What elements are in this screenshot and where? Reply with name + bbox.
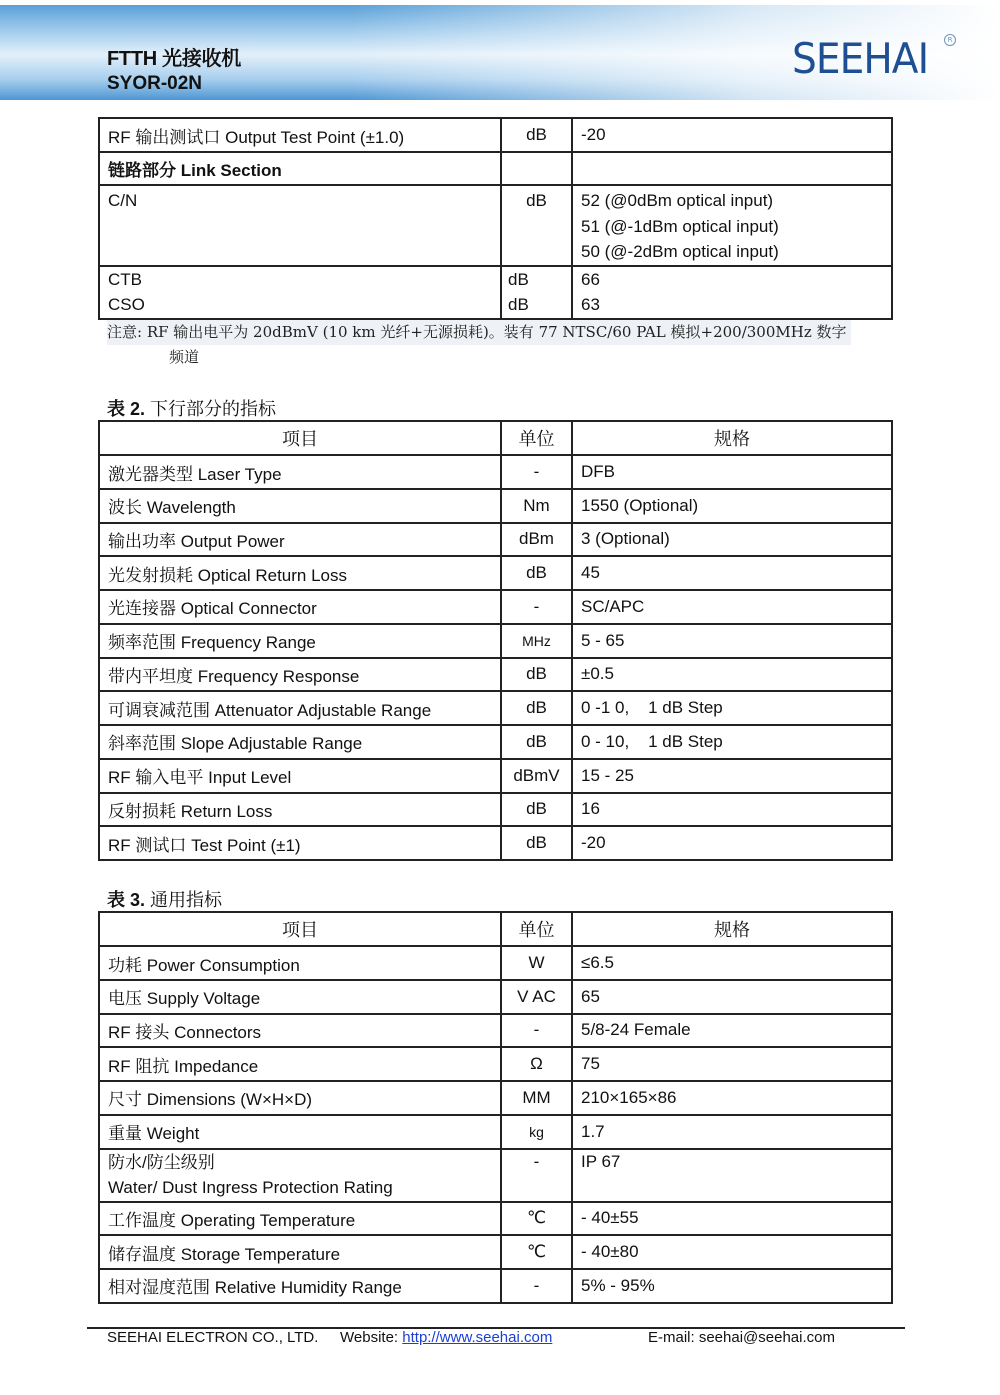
spec-cell: -20 [572, 826, 892, 860]
header-spec: 规格 [572, 912, 892, 946]
seehai-logo: SEEHAI [792, 34, 929, 83]
footer-company: SEEHAI ELECTRON CO., LTD. [107, 1329, 319, 1346]
spec-table-continued [98, 117, 893, 320]
table-row [99, 946, 892, 980]
section-title: 链路部分 Link Section [99, 152, 501, 185]
unit-cell: ℃ [501, 1202, 572, 1236]
caption-text: 通用指标 [150, 890, 223, 910]
item-cell: 尺寸 Dimensions (W×H×D) [99, 1081, 501, 1115]
table-header-row [99, 912, 892, 946]
item-cell: 激光器类型 Laser Type [99, 455, 501, 489]
spec-cell [572, 185, 892, 266]
unit-cell [501, 185, 572, 266]
unit-cell: dB [501, 556, 572, 590]
caption-text: 下行部分的指标 [150, 399, 277, 419]
caption-number: 表 2. [107, 399, 146, 419]
table-row [99, 658, 892, 692]
table-row [99, 489, 892, 523]
spec-cell: 5 - 65 [572, 624, 892, 658]
spec-cell [572, 152, 892, 185]
spec-cell: 1550 (Optional) [572, 489, 892, 523]
header-item: 项目 [99, 421, 501, 455]
spec-cell: 1.7 [572, 1115, 892, 1149]
item-cell: 工作温度 Operating Temperature [99, 1202, 501, 1236]
note-line: 注意: RF 输出电平为 20dBmV (10 km 光纤+无源损耗)。装有 77 NTSC/60 PAL 模拟+200/300MHz 数字 [107, 320, 851, 345]
table-row [99, 759, 892, 793]
item-cell: RF 测试口 Test Point (±1) [99, 826, 501, 860]
unit-cell: dBmV [501, 759, 572, 793]
spec-cell: 45 [572, 556, 892, 590]
registered-mark-icon: R [944, 34, 956, 46]
table-row [99, 793, 892, 827]
table-row [99, 826, 892, 860]
spec-cell: 75 [572, 1047, 892, 1081]
spec-cell: 5/8-24 Female [572, 1014, 892, 1048]
spec-cell: SC/APC [572, 590, 892, 624]
unit-cell: Nm [501, 489, 572, 523]
item-cell: RF 输入电平 Input Level [99, 759, 501, 793]
spec-cell: ≤6.5 [572, 946, 892, 980]
table-row [99, 1269, 892, 1303]
item-cell: 反射损耗 Return Loss [99, 793, 501, 827]
item-cell: 带内平坦度 Frequency Response [99, 658, 501, 692]
item-line: Water/ Dust Ingress Protection Rating [108, 1178, 393, 1197]
page-header-banner [0, 5, 1000, 100]
item-cell: 频率范围 Frequency Range [99, 624, 501, 658]
spec-cell: IP 67 [572, 1149, 892, 1202]
item-cell [99, 185, 501, 266]
item-text: CTB [108, 269, 142, 289]
spec-cell: - 40±80 [572, 1235, 892, 1269]
product-title: FTTH 光接收机 [107, 48, 241, 70]
unit-cell: kg [501, 1115, 572, 1149]
item-cell [99, 266, 501, 319]
unit-text: dB [526, 191, 547, 210]
item-cell: 储存温度 Storage Temperature [99, 1235, 501, 1269]
general-spec-table [98, 911, 893, 1304]
unit-cell: - [501, 590, 572, 624]
item-text: C/N [108, 191, 138, 210]
unit-cell: dB [501, 793, 572, 827]
table-row [99, 590, 892, 624]
unit-cell: MHz [501, 624, 572, 658]
note-paragraph [107, 320, 897, 370]
item-cell: 光连接器 Optical Connector [99, 590, 501, 624]
unit-cell: - [501, 1269, 572, 1303]
unit-cell: - [501, 1149, 572, 1202]
item-cell: RF 接头 Connectors [99, 1014, 501, 1048]
item-cell: 相对湿度范围 Relative Humidity Range [99, 1269, 501, 1303]
item-line: 防水/防尘级别 [108, 1152, 215, 1172]
unit-cell: Ω [501, 1047, 572, 1081]
spec-cell: 0 - 10, 1 dB Step [572, 725, 892, 759]
unit-cell: dB [501, 118, 572, 152]
section-row [99, 152, 892, 185]
product-model: SYOR-02N [107, 73, 203, 94]
item-cell: 斜率范围 Slope Adjustable Range [99, 725, 501, 759]
downstream-spec-table [98, 420, 893, 861]
table-row [99, 1014, 892, 1048]
spec-cell: 210×165×86 [572, 1081, 892, 1115]
spec-text: 66 [581, 269, 600, 289]
spec-line: 50 (@-2dBm optical input) [581, 242, 779, 261]
table-row [99, 691, 892, 725]
table-header-row [99, 421, 892, 455]
table-row [99, 1149, 892, 1202]
item-cell: 波长 Wavelength [99, 489, 501, 523]
website-link[interactable]: http://www.seehai.com [402, 1329, 553, 1346]
table-row [99, 1047, 892, 1081]
unit-cell: dB [501, 658, 572, 692]
unit-text: dB [508, 295, 529, 314]
table2-caption [107, 395, 276, 421]
table3-caption [107, 886, 222, 912]
spec-cell: ±0.5 [572, 658, 892, 692]
table-row [99, 1202, 892, 1236]
spec-cell: -20 [572, 118, 892, 152]
table-row [99, 1081, 892, 1115]
spec-cell: DFB [572, 455, 892, 489]
table-row [99, 725, 892, 759]
item-cell: RF 阻抗 Impedance [99, 1047, 501, 1081]
spec-cell: 15 - 25 [572, 759, 892, 793]
table-row [99, 1115, 892, 1149]
note-line: 频道 [169, 348, 200, 366]
unit-cell: dB [501, 725, 572, 759]
spec-cell: 5% - 95% [572, 1269, 892, 1303]
table-row [99, 185, 892, 266]
header-item: 项目 [99, 912, 501, 946]
table-row [99, 624, 892, 658]
spec-text: 63 [581, 295, 600, 314]
item-cell: 重量 Weight [99, 1115, 501, 1149]
spec-line: 52 (@0dBm optical input) [581, 191, 774, 210]
spec-cell: 65 [572, 980, 892, 1014]
unit-cell: W [501, 946, 572, 980]
unit-cell: dB [501, 691, 572, 725]
header-unit: 单位 [501, 912, 572, 946]
item-cell: 光发射损耗 Optical Return Loss [99, 556, 501, 590]
table-row [99, 455, 892, 489]
table-row [99, 523, 892, 557]
spec-cell [572, 266, 892, 319]
website-label: Website: [340, 1329, 399, 1346]
table-row [99, 980, 892, 1014]
header-spec: 规格 [572, 421, 892, 455]
table-row [99, 118, 892, 152]
unit-cell: dB [501, 826, 572, 860]
unit-cell: MM [501, 1081, 572, 1115]
unit-cell: - [501, 1014, 572, 1048]
unit-cell: ℃ [501, 1235, 572, 1269]
unit-cell: dBm [501, 523, 572, 557]
unit-cell: V AC [501, 980, 572, 1014]
item-cell: RF 输出测试口 Output Test Point (±1.0) [99, 118, 501, 152]
spec-cell: 3 (Optional) [572, 523, 892, 557]
unit-cell [501, 266, 572, 319]
footer-email: E-mail: seehai@seehai.com [648, 1329, 835, 1346]
item-cell: 功耗 Power Consumption [99, 946, 501, 980]
spec-cell: 16 [572, 793, 892, 827]
item-cell: 输出功率 Output Power [99, 523, 501, 557]
unit-text: dB [508, 269, 529, 289]
table-row [99, 1235, 892, 1269]
header-unit: 单位 [501, 421, 572, 455]
item-text: CSO [108, 295, 145, 314]
spec-cell: - 40±55 [572, 1202, 892, 1236]
spec-line: 51 (@-1dBm optical input) [581, 216, 779, 236]
unit-cell [501, 152, 572, 185]
item-cell: 可调衰减范围 Attenuator Adjustable Range [99, 691, 501, 725]
item-cell [99, 1149, 501, 1202]
unit-cell: - [501, 455, 572, 489]
caption-number: 表 3. [107, 890, 146, 910]
item-cell: 电压 Supply Voltage [99, 980, 501, 1014]
spec-cell: 0 -1 0, 1 dB Step [572, 691, 892, 725]
table-row [99, 556, 892, 590]
footer-website [340, 1329, 552, 1346]
table-row [99, 266, 892, 319]
